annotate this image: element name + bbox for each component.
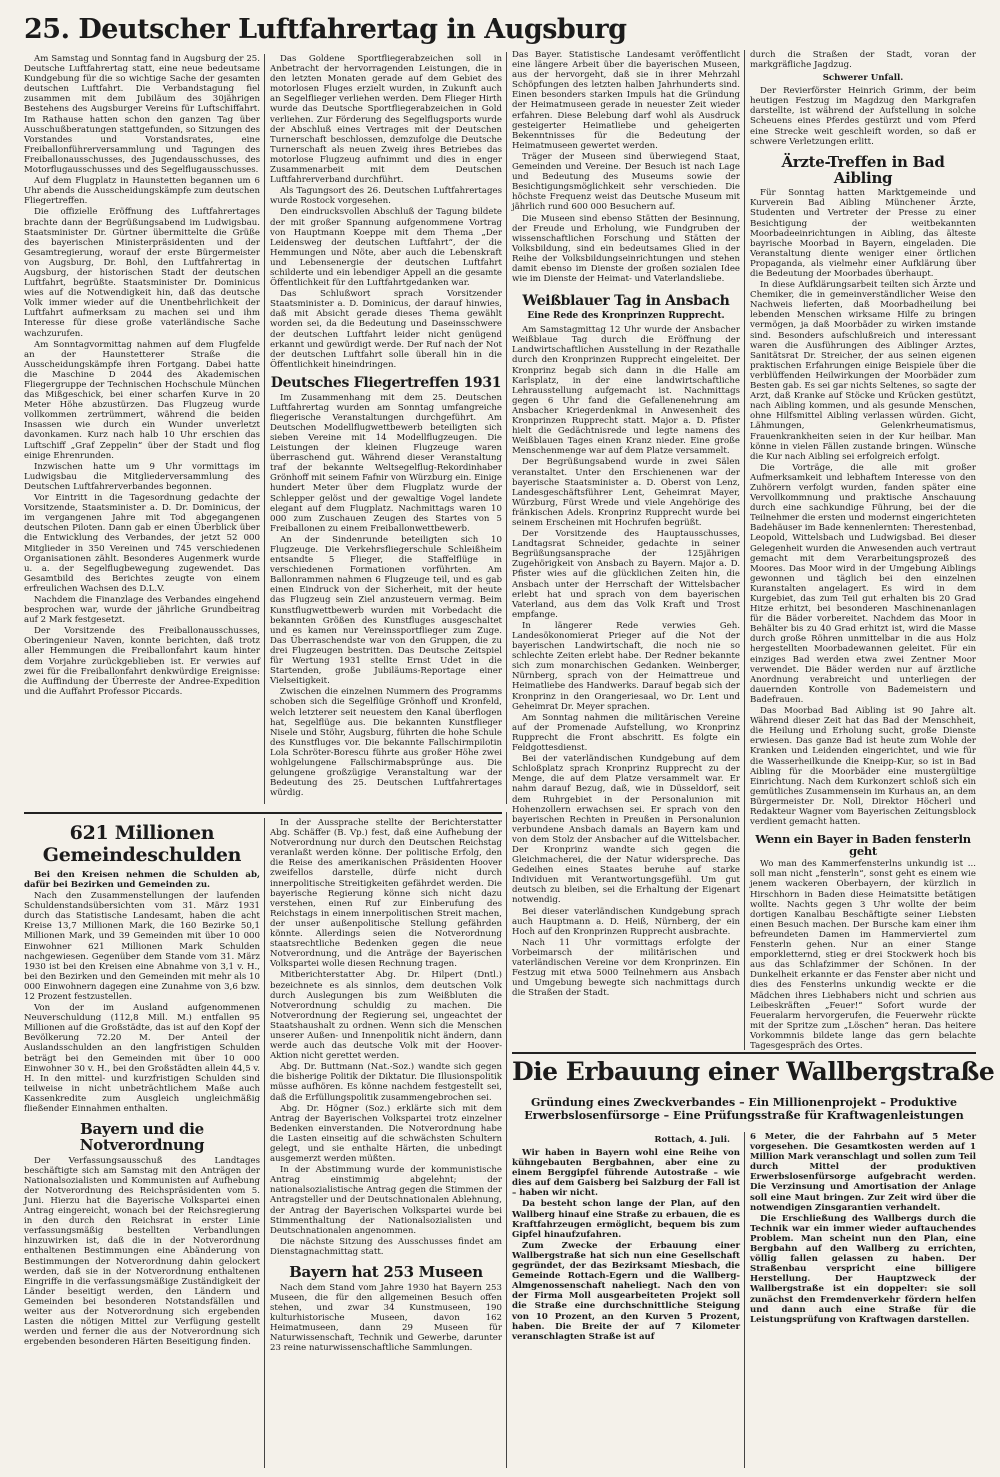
fliegertreffen-p2: An der Sindenrunde beteiligten sich 10 Flugzeuge. Die Verkehrsfliegerschule Schleißheim entsandte 5 Flieger, die Staffelflüge in verschiedenen Formationen vorführten. Am Ballonrammen nahmen 6 Flugzeuge teil, und es gab einen Eindruck von der Sicherheit, mit der heute das Flugzeug sein Ziel anzusteuern vermag. Beim Kunstflugwettbewerb wurden mit Vorbedacht die bekannten Größen des Kunstfluges ausgeschaltet und es kamen nur Vereinssportflieger zum Zuge. Das Überraschendste war von den Gruppen, die zu drei Flugzeugen bestritten. Das Deutsche Zeitspiel für Wertung 1931 stellte Ernst Udet in die Startenden, große Jubiläums-Reportage einer Vielseitigkeit. [270,534,502,687]
wallberg-title: Die Erbauung einer Wallbergstraße [512,1057,995,1086]
aerzte-p1: Für Sonntag hatten Marktgemeinde und Kurverein Bad Aibling Münchener Ärzte, Studenten und Vertreter der Presse zu einer Besichtigung der weitbekannten Moorbadeeinrichtungen in Aibling, das älteste bayrische Moorbad in Bayern, eingeladen. Die Veranstaltung diente weniger einer örtlichen Propaganda, als vielmehr einer Aufklärung über die Bedeutung der Moorbades überhaupt. [750,188,976,279]
notverordnung-title: Bayern und die Notverordnung [79,1120,205,1154]
wallberg-p3: Zum Zwecke der Erbauung einer Wallbergstraße hat sich nun eine Gesellschaft gegründet, der das Bezirksamt Miesbach, die Gemeinde Rottach-Egern und die Wallberg-Almgenossenschaft naheliegt. Nach den von der Firma Moll ausgearbeiteten Projekt soll die Straße eine durchschnittliche Steigung von 10 Prozent, an den Kurven 5 Prozent, haben. Die Breite der auf 7 Kilometer veranschlagten Straße ist auf [512,1240,740,1342]
museen-p2: Das Bayer. Statistische Landesamt veröffentlicht eine längere Arbeit über die bayerischen Museen, aus der hervorgeht, daß sie in ihrer Mehrzahl Schöpfungen des letzten halben Jahrhunderts sind. Einen besonders starken Impuls hat die Gründung der Heimatmuseen gerade in neuester Zeit wieder erfahren. Diese Belebung darf wohl als Ausdruck gesteigerter Heimatliebe und geheigerten Bekenntnisses für die Bedeutung der Heimatmuseen gewertet werden. [512,50,740,151]
museen-p1: Nach dem Stand vom Jahre 1930 hat Bayern 253 Museen, die für den allgemeinen Besuch offen stehen, und zwar 34 Kunstmuseen, 190 kulturhistorische Museen, davon 162 Heimatmuseen, dann 29 Museen für Naturwissenschaft, Technik und Gewerbe, darunter 23 reine naturwissenschaftliche Sammlungen. [270,1282,502,1354]
museen-p4: Die Museen sind ebenso Stätten der Besinnung, der Freude und Erholung, wie Fundgruben der wissenschaftlichen Forschung und Stätten der Volksbildung, sind ein bedeutsames Glied in der Reihe der Volksbildungseinrichtungen und stehen damit ebenso im Dienste der großen sozialen Idee wie im Dienste der Heimat- und Vaterlandsliebe. [512,213,740,285]
museen-p3: Träger der Museen sind überwiegend Staat, Gemeinden und Vereine. Der Besuch ist nach Lage und Bedeutung des Museums sowie der Besichtigungsmöglichkeit sehr verschieden. Die höchste Frequenz weist das Deutsche Museum mit jährlich rund 600 000 Besuchern auf. [512,151,740,213]
gemeindeschulden-col [24,818,260,1468]
gemeindeschulden-title-1: 621 Millionen [69,822,215,844]
wallberg-p2: Da besteht schon lange der Plan, auf den Wallberg hinauf eine Straße zu erbauen, die es Kraftfahrzeugen ermöglicht, bequem bis zum Gipfel hinaufzufahren. [512,1199,740,1240]
luftfahrertag-p4: Am Sonntagvormittag nahmen auf dem Flugfelde an der Haunstetterer Straße die Ausscheidungskämpfe ihren Fortgang. Dabei hatte die Maschine D 2044 des Akademischen Fliegergruppe der Technischen Hochschule München das Mißgeschick, bei einer scharfen Kurve in 20 Meter Höhe abzustürzen. Das Flugzeug wurde vollkommen zertrümmert, während die beiden Insassen wie durch ein Wunder unverletzt davonkamen. Kurz nach halb 10 Uhr erschien das Luftschiff „Graf Zeppelin“ über der Stadt und flog einige Ehrenrunden. [24,339,260,461]
luftfahrertag-p1: Am Samstag und Sonntag fand in Augsburg der 25. Deutsche Luftfahrertag statt, eine neue bedeutsame Kundgebung für die so wichtige Sache der gesamten deutschen Luftfahrt. Die Verbandstagung fiel zusammen mit dem Jubiläum des 30jährigen Bestehens des Augsburger Vereins für Luftschiffahrt. Im Rathause hatten schon den ganzen Tag über Ausschußberatungen stattgefunden, so Sitzungen des Vorstandes und Vorstandsrates, eine Freiballonführerversammlung und Tagungen des Freiballonausschusses, des Jugendausschusses, des Motorflugausschusses und des Segelflugausschusses. [24,54,260,176]
main-headline: 25. Deutscher Luftfahrertag in Augsburg [24,14,627,45]
wallberg-col1 [512,1132,740,1468]
luftfahrertag-p11: Den eindrucksvollen Abschluß der Tagung bildete der mit großer Spannung aufgenommene Vortrag von Hauptmann Koeppe mit dem Thema „Der Leidensweg der deutschen Luftfahrt“, der die Hemmungen und Nöte, aber auch die Lebenskraft und Lebensenergie der deutschen Luftfahrt schilderte und ein lebendiger Appell an die gesamte Öffentlichkeit für den Luftfahrtgedanken war. [270,207,502,289]
ansbach-p7: Bei dieser vaterländischen Kundgebung sprach auch Hauptmann a. D. Heiß, Nürnberg, der ein Hoch auf den Kronprinzen Rupprecht ausbrachte. [512,906,740,937]
aerzte-col [750,50,976,1050]
aerzte-p2: In diese Aufklärungsarbeit teilten sich Ärzte und Chemiker, die in gemeinverständlicher Weise den Nachweis lieferten, daß Moorbadheilung bei lebenden Menschen wirksame Hilfe zu bringen vermögen, ja daß Moorbäder zu wirken imstande sind. Besonders aufschlußreich und interessant waren die Ausführungen des Aiblinger Arztes, Sanitätsrat Dr. Streicher, der aus seinen eigenen praktischen Erfahrungen einige Beispiele über die verblüffenden Heilwirkungen der Moorbäder zum Besten gab. Es sei gar nichts Seltenes, so sagte der Arzt, daß Kranke auf Stöcke und Krücken gestützt, nach Aibling kommen, und als gesunde Menschen, ohne Hilfsmittel Aibling verlassen würden. Gicht, Lähmungen, Gelenkrheumatismus, Frauenkrankheiten seien in der Kur heilbar. Man könne in vielen Fällen zustande bringen. Wünsche die Kur nach Aibling sei erfolgreich erfolgt. [750,280,976,462]
ansbach-p1: Am Samstagmittag 12 Uhr wurde der Ansbacher Weißblaue Tag durch die Eröffnung der Landwirtschaftlichen Ausstellung in der Rezathalle durch den Kronprinzen Rupprecht eingeleitet. Der Kronprinz begab sich dann in die Halle am Karlsplatz, in der eine landwirtschaftliche Lehrausstellung aufgemacht ist. Nachmittags gegen 6 Uhr fand die Gefallenenehrung am Ansbacher Kriegerdenkmal in Anwesenheit des Kronprinzen Rupprecht statt. Major a. D. Pfister hielt die Gedächtnisrede und legte namens des Weißblauen Tages einen Kranz nieder. Eine große Menschenmenge war auf dem Platze versammelt. [512,325,740,457]
ansbach-p2: Der Begrüßungsabend wurde in zwei Sälen veranstaltet. Unter den Erschienenen war der bayerische Staatsminister a. D. Oberst von Lenz, Landesgeschäftsführer Lent, Geheimrat Mayer, Würzburg, Fürst Wrede und viele Angehörige des fränkischen Adels. Kronprinz Rupprecht wurde bei seinem Erscheinen mit Hochrufen begrüßt. [512,457,740,528]
fliegertreffen-title: Deutsches Fliegertreffen 1931 [270,374,502,391]
luftfahrertag-p3: Die offizielle Eröffnung des Luftfahrertages brachte dann der Begrüßungsabend im Ludwigsbau. Staatsminister Dr. Gürtner übermittelte die Grüße des bayerischen Ministerpräsidenten und der Gesamtregierung, worauf der erste Bürgermeister von Augsburg, Dr. Bohl, den Luftfahrertag in Augsburg, der historischen Stadt der deutschen Luftfahrt, begrüßte. Staatsminister Dr. Dominicus wies auf die Notwendigkeit hin, daß das deutsche Volk immer wieder auf die Unentbehrlichkeit der Luftfahrt aufmerksam zu machen sei und ihm Interesse für diese große vaterländische Sache wachzurufen. [24,207,260,339]
ansbach-p5: Am Sonntag nahmen die militärischen Vereine auf der Promenade Aufstellung, wo Kronprinz Rupprecht die Front abschritt. Es folgte ein Feldgottesdienst. [512,712,740,754]
gemeindeschulden-title-2: Gemeindeschulden [42,843,242,866]
aerzte-p3: Die Vorträge, die alle mit großer Aufmerksamkeit und lebhaftem Interesse von den Zuhörern verfolgt wurden, fanden später eine Vervollkommnung und praktische Anschauung durch eine sachkundige Führung, bei der die Teilnehmer die ersten und modernst eingerichteten Badehäuser im Bade kennenlernten: Therestenbad, Leopold, Wittelsbach und Ludwigsbad. Bei dieser Gelegenheit wurden die Anwesenden auch vertraut gemacht mit dem Verarbeitungsprozeß des Moores. Das Moor wird in der Umgebung Aiblings gewonnen und täglich bei den einzelnen Kuranstalten angelagert. Es wird in dem Kurgebiet, das zum Teil gut erhalten bis 20 Grad Hitze erhitzt, bei besonderen Maschinenanlagen für die Bäder vorbereitet. Nachdem das Moor in Behälter bis zu 40 Grad erhitzt ist, wird die Masse durch große Röhren unmittelbar in die aus Holz hergestellten Moorbadewannen geleitet. Für ein einziges Bad werden etwa zwei Zentner Moor verwendet. Die Bäder werden nur auf ärztliche Anordnung verabreicht und unterliegen der dauernden Kontrolle von Bademeistern und Badefrauen. [750,462,976,705]
luftfahrertag-col1 [24,54,260,808]
gemeindeschulden-p2: Von der im Ausland aufgenommenen Neuverschuldung (112,8 Mill. M.) entfallen 95 Millionen auf die Großstädte, das ist auf den Kopf der Bevölkerung 72.20 M. Der Anteil der Auslandsschulden an den langfristigen Schulden beträgt bei den Gemeinden mit über 10 000 Einwohner 30 v. H., bei den Großstädten allein 44,5 v. H. In den mittel- und kurzfristigen Schulden sind teilweise in nicht unbeträchtlichem Maße auch Kassenkredite zum Ausgleich ungleichmäßig fließender Einnahmen enthalten. [24,1003,260,1115]
wallberg-dateline: Rottach, 4. Juli. [654,1135,730,1145]
ausschuss-p1: In der Aussprache stellte der Berichterstatter Abg. Schäffer (B. Vp.) fest, daß eine Aufhebung der Notverordnung nur durch den Deutschen Reichstag veranlaßt werden könne. Der politische Erfolg, den die Reise des amerikanischen Präsidenten Hoover zweifellos darstelle, dürfe nicht durch innerpolitische Streitigkeiten gefährdet werden. Die bayerische Regierung könne sich nicht dazu verstehen, einen Ruf zur Einberufung des Reichstags in einem innerpolitischen Streit machen, der unser außenpolitische Stellung gefährden könnte. Allerdings seien die Notverordnung staatsrechtliche Bedenken gegen die neue Notverordnung, und die Anträge der Bayerischen Volkspartei wolle diesen Rechnung tragen. [270,818,502,970]
ausschuss-p6: Die nächste Sitzung des Ausschusses findet am Dienstagnachmittag statt. [270,1236,502,1257]
section-divider [512,1052,976,1054]
ausschuss-p2: Mitberichterstatter Abg. Dr. Hilpert (Dntl.) bezeichnete es als sinnlos, dem deutschen Volk durch Auslegungen bis zum Weißbluten die Notverordnung schuldig zu machen. Die Notverordnung der Regierung sei, ungeachtet der Staatshaushalt zu ordnen. Wenn sich die Menschen unserer Außen- und Innenpolitik nicht ändern, dann werde auch das deutsche Volk mit der Hoover-Aktion nicht gerettet werden. [270,970,502,1062]
aerzte-p4: Das Moorbad Bad Aibling ist 90 Jahre alt. Während dieser Zeit hat das Bad der Menschheit, die Heilung und Erholung sucht, große Dienste erwiesen. Das ganze Bad ist heute zum Wohle der Kranken und Leidenden eingerichtet, und wie für die Wasserheilkunde die Kneipp-Kur, so ist in Bad Aibling für die Moorbäder eine mustergültige Einrichtung. Nach dem Kurkonzert schloß sich ein gemütliches Zusammensein im Kurhaus an, an dem Bürgermeister Dr. Noll, Direktor Höcherl und Redakteur Wagner vom Bayerischen Zeitungsblock verdient gemacht hatten. [750,706,976,828]
unfall-title: Schwerer Unfall. [822,73,904,84]
museen-ansbach-col [512,50,740,999]
notverordnung-p1: Der Verfassungsausschuß des Landtages beschäftigte sich am Samstag mit den Anträgen der Nationalsozialisten und Kommunisten auf Aufhebung der Notverordnung des Reichspräsidenten vom 5. Juni. Hierzu hat die Bayerische Volkspartei einen Antrag eingereicht, wonach bei der Reichsregierung in den durch den Reichsrat in erster Linie verfassungsmäßig bestellten Verbandlungen hinzuwirken ist, daß die in der Notverordnung enthaltenen Bestimmungen eine Abänderung von Bestimmungen der Notverordnung dahin gelockert werden, daß sie in der Notverordnung enthaltenen Eingriffe in die verfassungsmäßige Zuständigkeit der Länder beseitigt werden, den Ländern und Gemeinden bei besonderen Notstandsfällen und weiter aus der Notverordnung sich ergebenden Lasten die nötigen Mittel zur Verfügung gestellt werden und ferner die aus der Notverordnung sich ergebenden besonderen Härten Beseitigung finden. [24,1155,260,1348]
column-rule [506,52,507,804]
unfall-text: Der Revierförster Heinrich Grimm, der beim heutigen Festzug im Magdzug den Markgrafen darstellte, ist während der Aufstellung in solche Scheuens eines Pferdes gestürzt und vom Pferd eine Strecke weit geschleift worden, so daß er schwere Verletzungen erlitt. [750,86,976,147]
ansbach-p4: In längerer Rede verwies Geh. Landesökonomierat Prieger auf die Not der bayerischen Landwirtschaft, die noch nie so schlechte Zeiten erlebt habe. Der Redner bekannte sich zum monarchischen Gedanken. Weinberger, Nürnberg, sprach von der Heimattreue und Heimatliebe des Handwerks. Darauf begab sich der Kronprinz in den Orangeriesaal, wo Dr. Lent und Geheimrat Dr. Meyer sprachen. [512,620,740,712]
column-rule [506,812,507,1468]
ansbach-p6: Bei der vaterländischen Kundgebung auf dem Schloßplatz sprach Kronprinz Rupprecht zu der Menge, die auf dem Platze versammelt war. Er nahm darauf Bezug, daß, wie in Düsseldorf, seit dem Ruhrgebiet in der Personalunion mit Hohenzollern erwachsen sei. Er sprach von den bayerischen Rechten in Preußen in Personalunion verbundene Ansbach damals an Bayern kam und von dem Stolz der Ansbacher auf die Wittelsbacher. Der Kronprinz wandte sich gegen die Gleichmacherei, die der Natur widerspreche. Das Gedeihen eines Staates beruhe auf starke Individuen mit Verantwortungsgefühl. Um gut deutsch zu bleiben, sei die Erhaltung der Eigenart notwendig. [512,754,740,906]
ausschuss-p5: In der Abstimmung wurde der kommunistische Antrag einstimmig abgelehnt; der nationalsozialistische Antrag gegen die Stimmen der Antragsteller und der Deutschnationalen Ablehnung, der Antrag der Bayerischen Volkspartei wurde bei Stimmenthaltung der Nationalsozialisten und Deutschnationalen angenommen. [270,1165,502,1236]
gemeindeschulden-subtitle: Bei den Kreisen nehmen die Schulden ab, dafür bei Bezirken und Gemeinden zu. [24,869,260,890]
luftfahrertag-p9: Das Goldene Sportfliegerabzeichen soll in Anbetracht der hervorragenden Leistungen, die in den letzten Monaten gerade auf dem Gebiet des motorlosen Fluges erzielt wurden, in Zukunft auch an Segelflieger verliehen werden. Dem Flieger Hirth wurde das Deutsche Sportfliegerabzeichen in Gold verliehen. Zur Förderung des Segelflugsports wurde der Abschluß eines Vertrages mit der Deutschen Turnerschaft beschlossen, demzufolge die Deutsche Turnerschaft als neuen Zweig ihres Betriebes das motorlose Flugzeug aufnimmt und dies in enger Zusammenarbeit mit dem Deutschen Luftfahrerverband durchführt. [270,54,502,186]
ansbach-p3: Der Vorsitzende des Hauptausschusses, Landtagsrat Schneider, gedachte in seiner Begrüßungsansprache der 125jährigen Zugehörigkeit von Ansbach zu Bayern. Major a. D. Pfister wies auf die glücklichen Zeiten hin, die Ansbach unter der Herrschaft der Wittelsbacher erlebt hat und sprach von dem bayerischen Vaterland, aus dem das Volk Kraft und Trost empfange. [512,529,740,620]
wallberg-p5: Die Erschließung des Wallbergs durch die Technik war ein immer wieder auftauchendes Problem. Man scheint nun den Plan, eine Bergbahn auf den Wallberg zu errichten, völlig fallen gelassen zu haben. Der Straßenbau verspricht eine billigere Herstellung. Der Hauptzweck der Wallbergstraße ist ein doppelter: sie soll zunächst den Fremdenverkehr fördern helfen und dann auch eine Straße für die Leistungsprüfung von Kraftwagen darstellen. [750,1213,976,1325]
museen-title: Bayern hat 253 Museen [289,1263,483,1282]
luftfahrertag-p5: Inzwischen hatte um 9 Uhr vormittags im Ludwigsbau die Mitgliederversammlung des Deutschen Luftfahrerverbandes begonnen. [24,461,260,492]
fliegertreffen-p3: Zwischen die einzelnen Nummern des Programms schoben sich die Segelflüge Grönhoff und Kronfeld, welch letzterer seit neuestem den Kanal überflogen hat, Segelflüge aus. Die bekannten Kunstflieger Nisele und Stöhr, Augsburg, führten die hohe Schule des Kunstfluges vor. Die bekannte Fallschirmpilotin Lola Schröter-Borescu führte aus großer Höhe zwei wohlgelungene Fallschirmabsprünge aus. Die gelungene großzügige Veranstaltung war der Bedeutung des 25. Deutschen Luftfahrertages würdig. [270,687,502,799]
luftfahrertag-p2: Auf dem Flugplatz in Haunstetten begannen um 6 Uhr abends die Ausscheidungskämpfe zum deutschen Fliegertreffen. [24,176,260,207]
luftfahrertag-col2 [270,54,502,808]
luftfahrertag-p6: Vor Eintritt in die Tagesordnung gedachte der Vorsitzende, Staatsminister a. D. Dr. Dominicus, der im vergangenen Jahre mit Tod abgegangenen deutschen Piloten. Dann gab er einen Überblick über die Entwicklung des Verbandes, der jetzt 52 000 Mitglieder in 350 Vereinen und 745 verschiedenen Organisationen zählt. Besonderes Augenmerk wurde u. a. der Segelflugbewegung zugewendet. Das Gesamtbild des Berichtes zeugte von einem erfreulichen Wachsen des D.L.V. [24,493,260,594]
ausschuss-p3: Abg. Dr. Buttmann (Nat.-Soz.) wandte sich gegen die bisherige Politik der Diktatur. Die Illusionspolitik müsse aufhören. Es könne nachdem festgestellt sei, daß die Erfüllungspolitik zusammengebrochen sei. [270,1062,502,1103]
wallberg-subtitle: Gründung eines Zweckverbandes – Ein Millionenprojekt – Produktive Erwerbslosenfürsorge – Eine Prüfungsstraße für Kraftwagenleistungen [524,1096,964,1122]
luftfahrertag-p12: Das Schlußwort sprach Vorsitzender Staatsminister a. D. Dominicus, der darauf hinwies, daß mit Absicht gerade dieses Thema gewählt worden sei, da die Bedeutung und Daseinsschwere der deutschen Luftfahrt leider nicht genügend erkannt und gewürdigt werde. Der Ruf nach der Not der deutschen Luftfahrt solle überall hin in die Öffentlichkeit hineindringen. [270,289,502,370]
ansbach-cont-text: durch die Straßen der Stadt, voran der markgräfliche Jagdzug. [750,50,976,71]
wallberg-col2 [750,1132,976,1468]
ansbach-p8: Nach 11 Uhr vormittags erfolgte der Vorbeimarsch der militärischen und vaterländischen Vereine vor dem Kronprinzen. Ein Festzug mit etwa 5000 Teilnehmern aus Ansbach und Umgebung bewegte sich nachmittags durch die Straßen der Stadt. [512,937,740,999]
luftfahrertag-p7: Nachdem die Finanzlage des Verbandes eingehend besprochen war, wurde der jährliche Grundbeitrag auf 2 Mark festgesetzt. [24,594,260,626]
wallberg-p4: 6 Meter, die der Fahrbahn auf 5 Meter vorgesehen. Die Gesamtkosten werden auf 1 Million Mark veranschlagt und sollen zum Teil durch Mittel der produktiven Erwerbslosenfürsorge aufgebracht werden. Die Verzinsung und Amortisation der Anlage soll eine Maut bringen. Zur Zeit wird über die notwendigen Zinsgarantien verhandelt. [750,1132,976,1213]
ausschuss-p4: Abg. Dr. Högner (Soz.) erklärte sich mit dem Antrag der Bayerischen Volkspartei trotz einzelner Bedenken einverstanden. Die Notverordnung habe die Lasten einseitig auf die schwächsten Schultern gelegt, und sie enthalte Härten, die unbedingt ausgemerzt werden müßten. [270,1103,502,1165]
fensterln-title: Wenn ein Bayer in Baden fensterln geht [755,832,971,859]
column-rule [264,54,265,804]
section-divider [24,812,502,814]
ansbach-subtitle: Eine Rede des Kronprinzen Rupprecht. [527,310,725,321]
aerzte-title: Ärzte-Treffen in Bad Aibling [781,152,945,187]
column-rule [264,818,265,1468]
column-rule [744,50,745,1050]
column-rule [744,1132,745,1468]
gemeindeschulden-p1: Nach den Zusammenstellungen der laufenden Schuldenstandsübersichten vom 31. März 1931 durch das Statistische Landesamt, haben die acht Kreise 13,7 Millionen Mark, die 160 Bezirke 50,1 Millionen Mark, und 39 Gemeinden mit über 10 000 Einwohner 621 Millionen Mark Schulden nachgewiesen. Gegenüber dem Stande vom 31. März 1930 ist bei den Kreisen eine Abnahme von 3,1 v. H., bei den Bezirken und den Gemeinden mit mehr als 10 000 Einwohnern dagegen eine Zunahme von 3,6 bzw. 12 Prozent festzustellen. [24,891,260,1002]
luftfahrertag-p10: Als Tagungsort des 26. Deutschen Luftfahrertages wurde Rostock vorgesehen. [270,186,502,207]
ansbach-title: Weißblauer Tag in Ansbach [522,293,730,310]
ausschuss-col [270,818,502,1468]
wallberg-p1: Wir haben in Bayern wohl eine Reihe von kühngebauten Bergbahnen, aber eine zu einem Berggipfel führende Autostraße – wie dies auf dem Gaisberg bei Salzburg der Fall ist – haben wir nicht. [512,1148,740,1199]
fliegertreffen-p1: Im Zusammenhang mit dem 25. Deutschen Luftfahrertag wurden am Sonntag umfangreiche fliegerische Veranstaltungen durchgeführt. Am Deutschen Modellflugwettbewerb beteiligten sich sieben Vereine mit 14 Modellflugzeugen. Die Leistungen der kleinen Flugzeuge waren überraschend gut. Während dieser Veranstaltung traf der bekannte Weltsegelflug-Rekordinhaber Grönhoff mit seinem Fafnir von Würzburg ein. Einige hundert Meter über dem Flugplatz wurde der Schlepper gelöst und der gewaltige Vogel landete elegant auf dem Flugplatz. Nachmittags waren 10 000 zum Zuschauen Zeugen des Startes von 5 Freiballonen zu einem Freiballonwettbewerb. [270,392,502,534]
fensterln-p1: Wo man des Kammerfensterlns unkundig ist ... soll man nicht „fensterln“, sonst geht es einem wie jenem wackeren Oberbayern, der kürzlich in Hirschhorn in Baden diese Heimatsitte betätigen wollte. Nachts gegen 3 Uhr wollte der beim dortigen Kanalbau Beschäftigte seiner Liebsten einen Besuch machen. Der Bursche kam einer ihm befreundeten Damen im Hammerviertel zum Fensterln gehen. Nur an einer Stange emporkletternd, stieg er drei Stockwerk hoch bis aus das Schlafzimmer der Schönen. In der Dunkelheit erkannte er das Fenster aber nicht und dies des Fensterlns unkundig weckte er die Mädchen ihres Liebhabers nicht und schrien aus Leibeskräften „Feuer!“ Sofort wurde der Feueralarm hervorgerufen, die Feuerwehr rückte mit der Spritze zum „Löschen“ heran. Das heitere Vorkommnis bildete lange das gern belachte Tagesgespräch des Ortes. [750,859,976,1051]
luftfahrertag-p8: Der Vorsitzende des Freiballonausschusses, Oberingenieur Naven, konnte berichten, daß trotz aller Hemmungen die Freiballonfahrt kaum hinter dem Vorjahre zurückgeblieben ist. Er verwies auf zwei für die Freiballonfahrt denkwürdige Ereignisse: die Auffindung der Überreste der Andree-Expedition und die Auffahrt Professor Piccards. [24,626,260,697]
newspaper-page [24,12,995,1472]
